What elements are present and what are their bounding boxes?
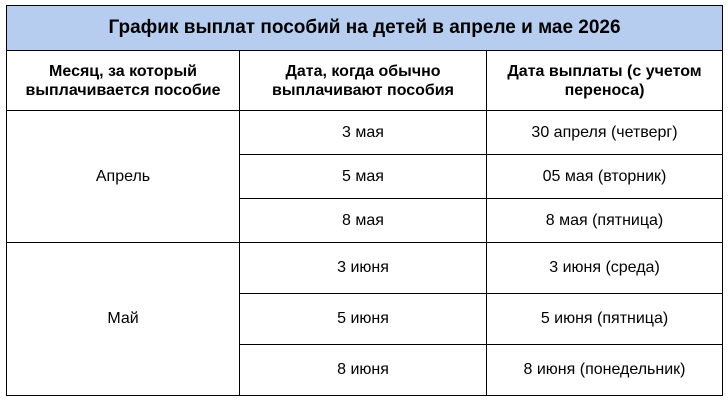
month-cell: Апрель bbox=[7, 111, 240, 243]
usual-date-cell: 3 июня bbox=[240, 243, 487, 294]
header-month: Месяц, за который выплачивается пособие bbox=[7, 51, 240, 111]
actual-date-cell: 8 мая (пятница) bbox=[487, 199, 723, 243]
usual-date-cell: 8 июня bbox=[240, 345, 487, 396]
actual-date-cell: 5 июня (пятница) bbox=[487, 294, 723, 345]
payment-schedule bbox=[6, 5, 722, 396]
table-row bbox=[7, 111, 723, 155]
usual-date-cell: 8 мая bbox=[240, 199, 487, 243]
table-row bbox=[7, 243, 723, 294]
header-row bbox=[7, 51, 723, 111]
header-usual-date: Дата, когда обычно выплачивают пособия bbox=[240, 51, 487, 111]
usual-date-cell: 3 мая bbox=[240, 111, 487, 155]
usual-date-cell: 5 июня bbox=[240, 294, 487, 345]
actual-date-cell: 30 апреля (четверг) bbox=[487, 111, 723, 155]
actual-date-cell: 05 мая (вторник) bbox=[487, 155, 723, 199]
table-title: График выплат пособий на детей в апреле и мае 2026 bbox=[7, 6, 723, 51]
month-cell: Май bbox=[7, 243, 240, 396]
usual-date-cell: 5 мая bbox=[240, 155, 487, 199]
actual-date-cell: 3 июня (среда) bbox=[487, 243, 723, 294]
title-row bbox=[7, 6, 723, 51]
actual-date-cell: 8 июня (понедельник) bbox=[487, 345, 723, 396]
payment-schedule-table bbox=[6, 5, 723, 396]
header-actual-date: Дата выплаты (с учетом переноса) bbox=[487, 51, 723, 111]
